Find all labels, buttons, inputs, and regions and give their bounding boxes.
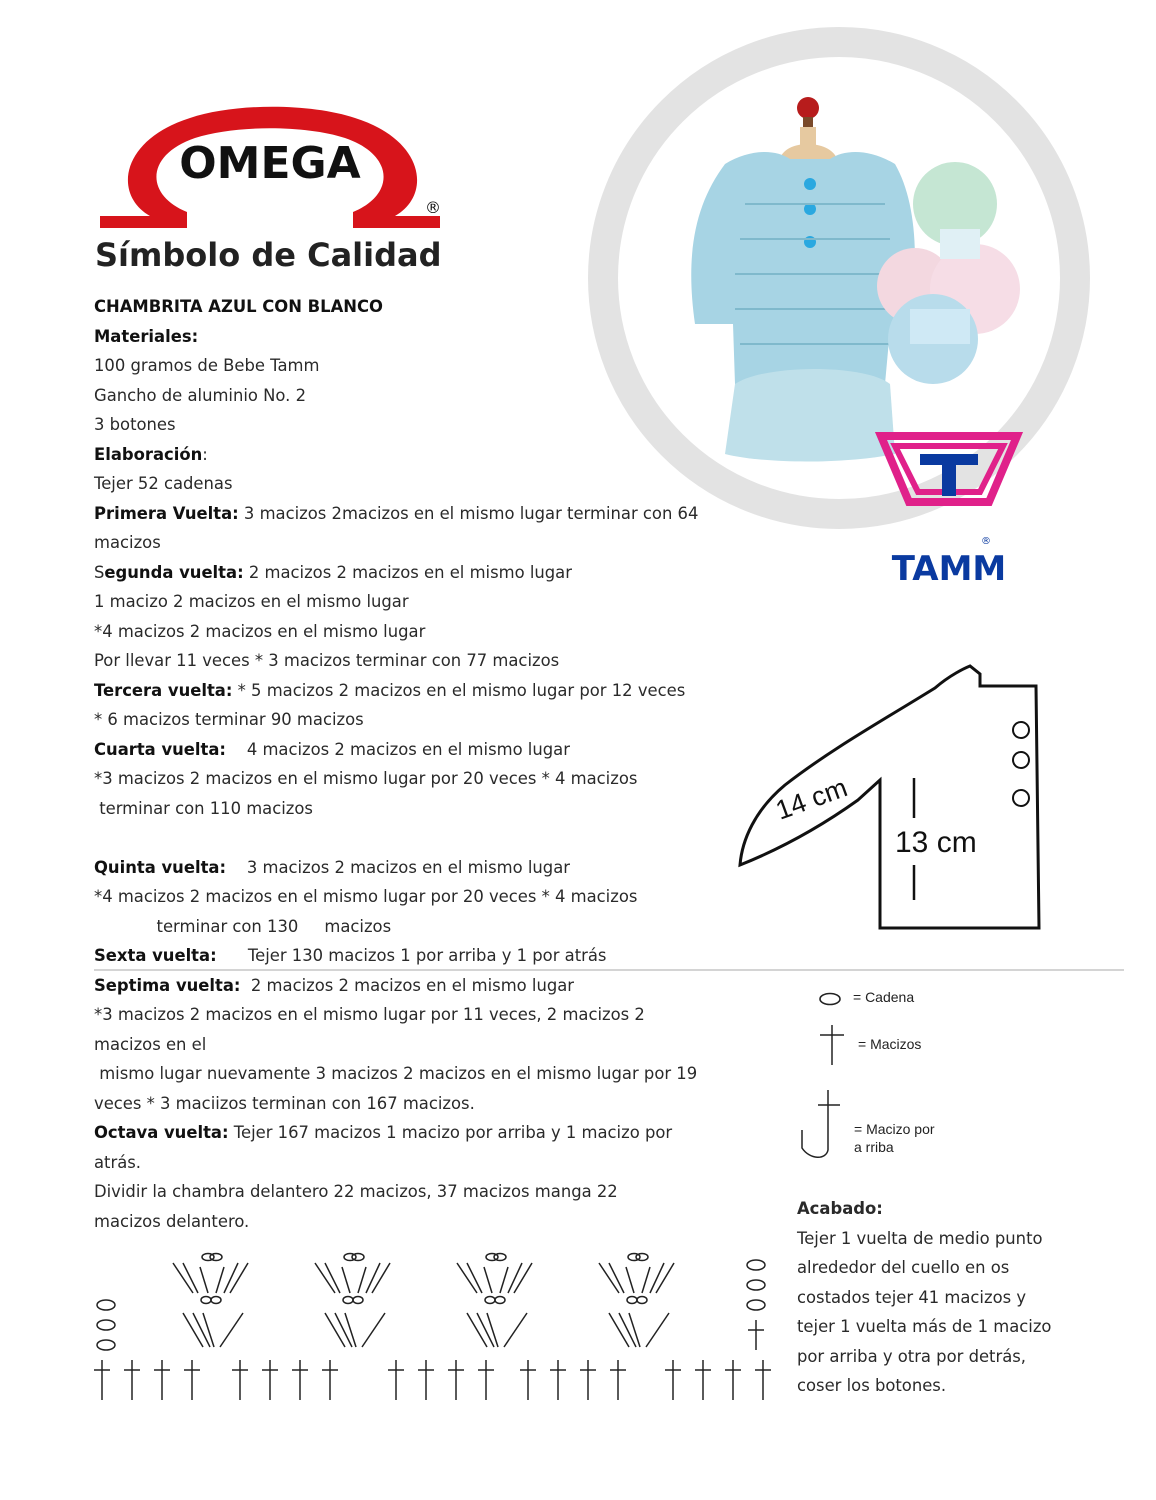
garment-diagram bbox=[730, 660, 1050, 940]
divide-instruction: Dividir la chambra delantero 22 macizos, 37 macizos manga 22 bbox=[94, 1182, 618, 1201]
finishing-section: Acabado: Tejer 1 vuelta de medio punto alrededor del cuello en os costados tejer 41 macizos y tejer 1 vuelta más de 1 macizo por arriba y otra por detrás, coser los botones. bbox=[797, 1199, 1052, 1395]
horizontal-divider bbox=[94, 969, 1124, 971]
chain-symbol bbox=[747, 1280, 765, 1290]
tamm-name: TAMM bbox=[891, 549, 1007, 589]
legend-double-crochet: = Macizos bbox=[858, 1036, 922, 1052]
row1-text: 3 macizos 2macizos en el mismo lugar terminar con 64 bbox=[238, 503, 699, 523]
row4-label: Cuarta vuelta: bbox=[94, 739, 226, 759]
v-stitch bbox=[477, 1313, 494, 1347]
chain-symbol bbox=[494, 1254, 506, 1261]
brand-name: OMEGA bbox=[179, 138, 361, 189]
button-icon bbox=[1013, 722, 1029, 738]
chain-symbol bbox=[97, 1300, 115, 1310]
row8-label: Octava vuelta: bbox=[94, 1123, 229, 1142]
v-stitch bbox=[362, 1313, 385, 1347]
mannequin-picture bbox=[780, 97, 837, 159]
chain-symbol bbox=[211, 1297, 221, 1304]
legend-chain: = Cadena bbox=[853, 989, 915, 1005]
fan-stitch bbox=[342, 1267, 350, 1293]
v-stitch bbox=[504, 1313, 527, 1347]
fan-stitch bbox=[500, 1267, 508, 1293]
oval-chain-icon bbox=[820, 994, 840, 1005]
chain-symbol bbox=[747, 1260, 765, 1270]
chain-symbol bbox=[636, 1254, 648, 1261]
chain-symbol bbox=[352, 1254, 364, 1261]
chain-symbol bbox=[485, 1297, 495, 1304]
fan-stitch bbox=[366, 1263, 380, 1293]
fan-stitch bbox=[358, 1267, 366, 1293]
v-stitch bbox=[325, 1313, 345, 1347]
registered-mark: ® bbox=[425, 198, 441, 217]
fan-stitch bbox=[656, 1263, 674, 1293]
chain-symbol bbox=[637, 1297, 647, 1304]
chain-symbol bbox=[97, 1340, 115, 1350]
material-item: 100 gramos de Bebe Tamm bbox=[94, 356, 320, 375]
brand-tagline: Símbolo de Calidad bbox=[95, 236, 442, 274]
fan-stitch bbox=[514, 1263, 532, 1293]
fan-stitch bbox=[508, 1263, 522, 1293]
v-stitch bbox=[335, 1313, 352, 1347]
v-stitch bbox=[487, 1313, 498, 1347]
sleeve-length-label: 14 cm bbox=[771, 772, 852, 826]
material-item: Gancho de aluminio No. 2 bbox=[94, 385, 307, 405]
stitch-chart bbox=[88, 1245, 778, 1405]
material-item: 3 botones bbox=[94, 415, 176, 434]
v-stitch bbox=[619, 1313, 636, 1347]
row3-label: Tercera vuelta: bbox=[94, 680, 233, 700]
v-stitch bbox=[345, 1313, 356, 1347]
row2-label: egunda vuelta: bbox=[104, 562, 244, 582]
fan-stitch bbox=[216, 1267, 224, 1293]
fan-stitch bbox=[230, 1263, 248, 1293]
fan-stitch bbox=[484, 1267, 492, 1293]
v-stitch bbox=[183, 1313, 203, 1347]
stitch-legend bbox=[790, 980, 990, 1170]
v-stitch bbox=[193, 1313, 210, 1347]
chain-symbol bbox=[343, 1297, 353, 1304]
v-stitch bbox=[220, 1313, 243, 1347]
chain-symbol bbox=[747, 1300, 765, 1310]
row1-label: Primera Vuelta: bbox=[94, 503, 239, 523]
fan-stitch bbox=[650, 1263, 664, 1293]
row7-label: Septima vuelta: bbox=[94, 975, 241, 995]
button-icon bbox=[1013, 752, 1029, 768]
omega-logo bbox=[95, 100, 445, 280]
v-stitch bbox=[203, 1313, 214, 1347]
row5-label: Quinta vuelta: bbox=[94, 857, 227, 877]
finish-label: Acabado: bbox=[797, 1199, 883, 1218]
fan-stitch bbox=[372, 1263, 390, 1293]
fan-stitch bbox=[626, 1267, 634, 1293]
legend-front-post-2: a rriba bbox=[854, 1139, 894, 1155]
fan-stitch bbox=[224, 1263, 238, 1293]
body-length-label: 13 cm bbox=[895, 826, 977, 859]
v-stitch bbox=[609, 1313, 629, 1347]
pattern-title: CHAMBRITA AZUL CON BLANCO bbox=[94, 297, 383, 316]
chain-symbol bbox=[495, 1297, 505, 1304]
tamm-registered: ® bbox=[981, 536, 991, 547]
materials-label: Materiales: bbox=[94, 326, 199, 346]
v-stitch bbox=[629, 1313, 640, 1347]
legend-front-post-1: = Macizo por bbox=[854, 1121, 935, 1137]
elaboration-label: Elaboración bbox=[94, 444, 203, 464]
v-stitch bbox=[646, 1313, 669, 1347]
pattern-instructions: CHAMBRITA AZUL CON BLANCO Materiales: 100 gramos de Bebe Tamm Gancho de aluminio No. 2 3 botones Elaboración: Tejer 52 cadenas Primera Vuelta: 3 macizos 2macizos en el mismo lugar terminar con 64 macizos Segunda vuelta: 2 macizos 2 macizos en el mismo lugar 1 macizo 2 macizos en el mismo lugar *4 macizos 2 macizos en el mismo lugar Por llevar 11 veces * 3 macizos terminar con 77 macizos Tercera vuelta: * 5 macizos 2 macizos en el mismo lugar por 12 veces * 6 macizos terminar 90 macizos Cuarta vuelta: 4 macizos 2 macizos en el mismo lugar *3 macizos 2 macizos en el mismo lugar por 20 veces * 4 macizos terminar con 110 macizos Quinta vuelta: 3 macizos 2 macizos en el mismo lugar *4 macizos 2 macizos en el mismo lugar por 20 veces * 4 macizos terminar con 130 macizos Sexta vuelta: Tejer 130 macizos 1 por arriba y 1 por atrás Septima vuelta: 2 macizos 2 macizos en el mismo lugar *3 macizos 2 macizos en el mismo lugar por 11 veces, 2 macizos 2 macizos en el mismo lugar nuevamente 3 macizos 2 macizos en el mismo lugar por 19 veces * 3 maciizos terminan con 167 macizos. Octava vuelta: Tejer 167 macizos 1 macizo por arriba y 1 macizo por atrás. Dividir la chambra delantero 22 macizos, 37 macizos manga 22 macizos delantero. bbox=[94, 292, 734, 1236]
chain-symbol bbox=[201, 1297, 211, 1304]
fan-stitch bbox=[200, 1267, 208, 1293]
chain-symbol bbox=[97, 1320, 115, 1330]
chain-symbol bbox=[627, 1297, 637, 1304]
chain-symbol bbox=[210, 1254, 222, 1261]
button-icon bbox=[1013, 790, 1029, 806]
v-stitch bbox=[467, 1313, 487, 1347]
row6-label: Sexta vuelta: bbox=[94, 946, 217, 965]
hook-stitch-icon bbox=[802, 1090, 828, 1157]
fan-stitch bbox=[642, 1267, 650, 1293]
row1-text-continued: macizos bbox=[94, 533, 161, 552]
chain-symbol bbox=[353, 1297, 363, 1304]
start-instruction: Tejer 52 cadenas bbox=[94, 474, 233, 493]
